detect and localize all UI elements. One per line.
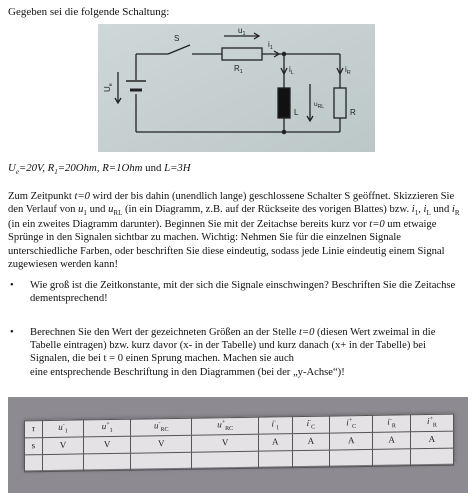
table-header-cell: $i^+_C$ bbox=[330, 415, 373, 433]
label-s: S bbox=[174, 34, 180, 43]
svg-text:iL: $i_L$ bbox=[289, 65, 294, 76]
svg-text:Ue: $U_e$ bbox=[103, 83, 114, 92]
table-header-cell: $u^+_{RC}$ bbox=[192, 417, 259, 435]
table-header-cell: $i^-_C$ bbox=[292, 416, 330, 434]
table-empty-cell[interactable] bbox=[410, 448, 453, 466]
table-unit-cell: A bbox=[330, 432, 373, 450]
table-unit-cell: s bbox=[25, 438, 43, 455]
table-empty-cell[interactable] bbox=[42, 454, 83, 472]
table-header-cell: $i^-_R$ bbox=[373, 415, 411, 433]
svg-text:uRL: $u_{RL}$ bbox=[314, 101, 325, 110]
table-unit-cell: A bbox=[410, 431, 453, 449]
table-header-cell: $i^+_R$ bbox=[410, 414, 453, 432]
bullet-dot: • bbox=[10, 280, 14, 291]
svg-text:R: R bbox=[350, 108, 356, 117]
svg-text:L: L bbox=[294, 108, 299, 117]
table-header-cell: $u^-_1$ bbox=[42, 420, 83, 438]
values-table bbox=[24, 414, 454, 473]
question-time-constant: • Wie groß ist die Zeitkonstante, mit der sich die Signale einschwingen? Beschriften Sie die Zeitachse dementsprechend! bbox=[10, 280, 456, 305]
svg-text:iR: $i_R$ bbox=[345, 65, 351, 76]
table-header-cell: τ bbox=[25, 421, 43, 438]
parameter-values: $U_e=20V$, $R_1=20Ohm$, R=1Ohm und L=3H bbox=[8, 162, 191, 177]
table-unit-cell: A bbox=[259, 434, 293, 452]
table-unit-cell: A bbox=[373, 432, 411, 450]
heading: Gegeben sei die folgende Schaltung: bbox=[8, 6, 170, 18]
table-empty-cell[interactable] bbox=[259, 451, 293, 469]
question-calculate-values: • Berechnen Sie den Wert der gezeichneten Größen an der Stelle t=0 (diesen Wert zweimal in die Tabelle eintragen) bzw. kurz davor (x- in der Tabelle) und kurz danach (x+ in der Tabelle) bei Signalen, die bei t = 0 einen Sprung machen. Machen sie auch eine entsprechende Beschriftung in den Diagrammen (bei der „y-Achse“)! bbox=[10, 327, 436, 378]
table-unit-cell: V bbox=[131, 435, 192, 453]
table-empty-cell[interactable] bbox=[330, 449, 373, 467]
inductor-l bbox=[278, 88, 290, 118]
circuit-diagram-photo bbox=[98, 24, 375, 152]
table-empty-cell[interactable] bbox=[292, 450, 330, 468]
table-header-cell: $u^+_1$ bbox=[84, 419, 131, 437]
values-table-photo bbox=[8, 397, 468, 493]
values-table-paper bbox=[24, 414, 454, 471]
svg-text:R1: $R_1$ bbox=[234, 64, 243, 75]
table-unit-cell: V bbox=[192, 434, 259, 452]
table-header-cell: $u^-_{RC}$ bbox=[131, 418, 192, 436]
svg-text:i1: $i_1$ bbox=[268, 40, 273, 51]
table-unit-cell: V bbox=[84, 436, 131, 454]
table-unit-cell: A bbox=[292, 433, 330, 451]
svg-text:u1: $u_1$ bbox=[238, 26, 246, 37]
table-empty-cell[interactable] bbox=[192, 451, 259, 469]
table-empty-cell[interactable] bbox=[25, 455, 43, 472]
table-empty-cell[interactable] bbox=[84, 453, 131, 471]
circuit-diagram bbox=[98, 24, 375, 152]
table-empty-cell[interactable] bbox=[373, 449, 411, 467]
task-description: Zum Zeitpunkt t=0 wird der bis dahin (unendlich lange) geschlossene Schalter S geöffnet. Skizzieren Sie den Verlauf von $u_1$ und $u_{RL}$ (in ein Diagramm, z.B. auf der Rückseite des vorigen Blattes) bzw. $i_1$, $i_L$ und $i_R$ (in ein zweites Diagramm darunter). Beginnen Sie mit der Zeitachse bereits kurz vor t=0 um etwaige Sprünge in den Signalen sichtbar zu machen. Wichtig: Nehmen Sie für die einzelnen Signale unterschiedliche Farben, oder beschriften Sie diese eindeutig, sodass jede Linie eindeutig einem Signal zugewiesen werden kann! bbox=[8, 191, 460, 270]
table-header-cell: $i^-_1$ bbox=[259, 417, 293, 435]
bullet-dot: • bbox=[10, 327, 14, 338]
table-empty-cell[interactable] bbox=[131, 452, 192, 470]
table-unit-cell: V bbox=[42, 437, 83, 455]
